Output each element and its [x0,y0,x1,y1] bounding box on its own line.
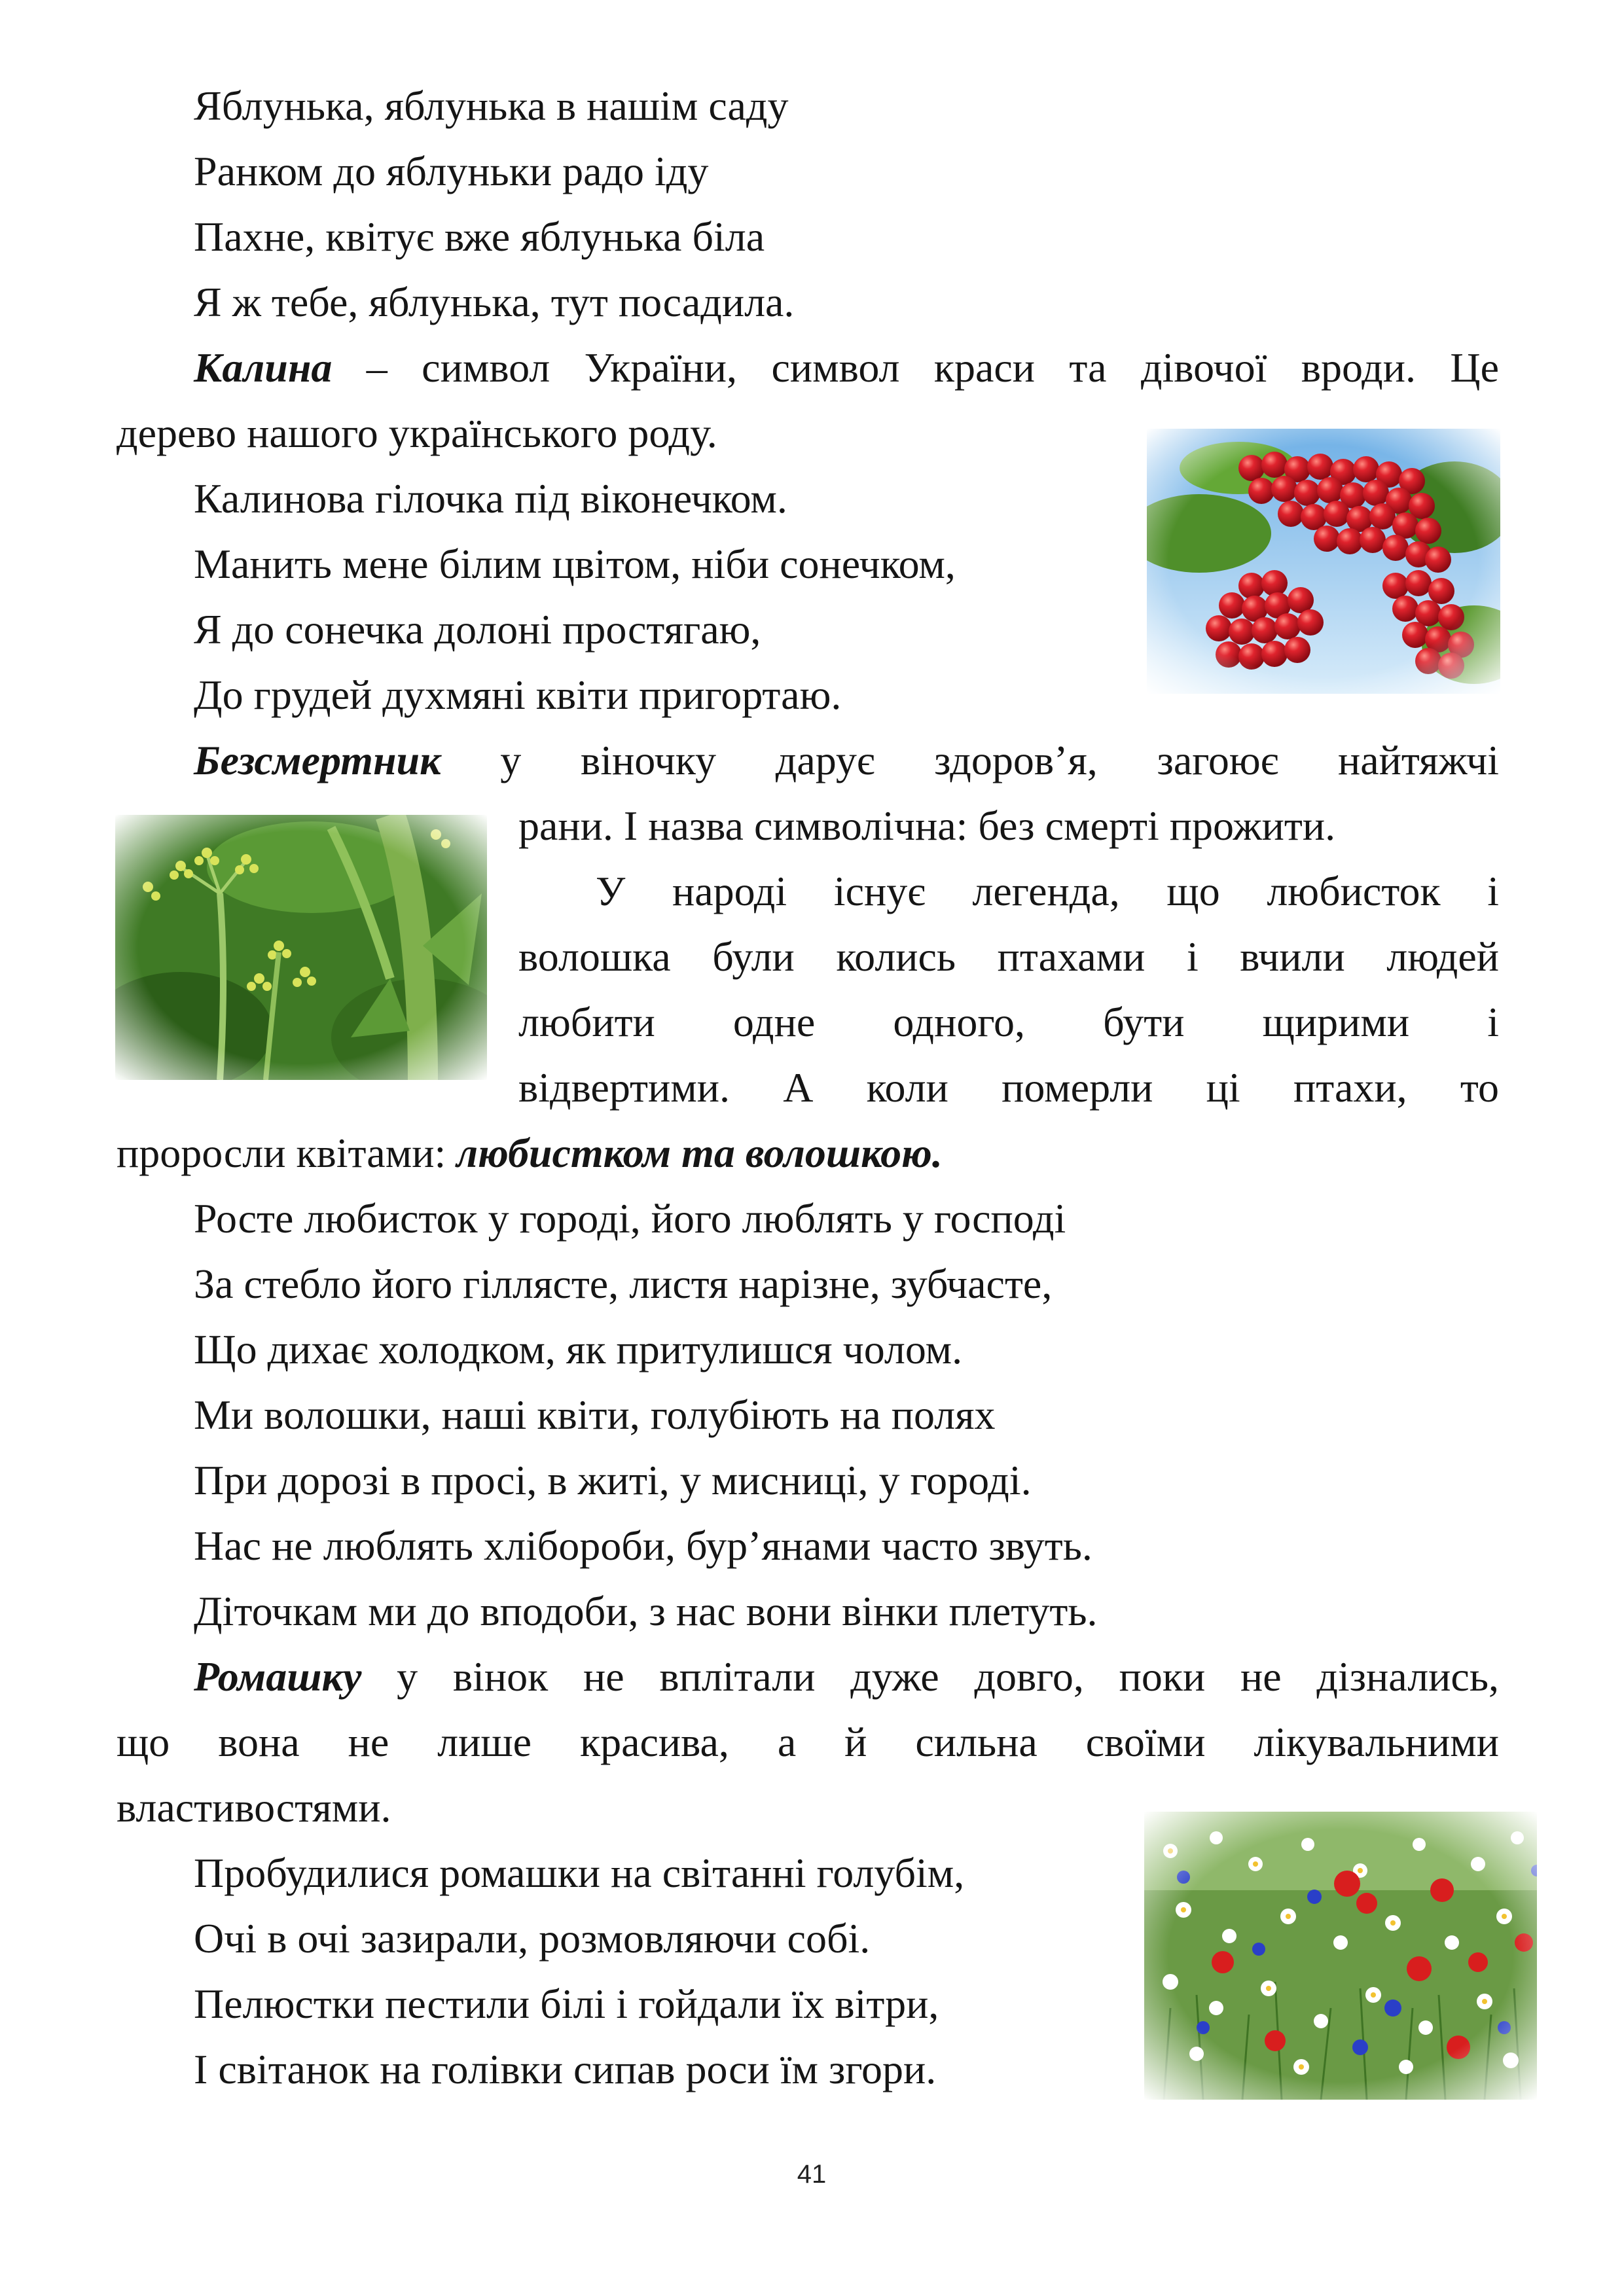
poem-line: Пробудилися ромашки на світанні голубім, [194,1850,965,1896]
poem-line: Пахне, квітує вже яблунька біла [194,213,765,260]
legend-paragraph-line: відвертими. А коли померли ці птахи, то [518,1064,1499,1111]
romashka-paragraph-line: властивостями. [117,1784,391,1831]
poem-line: Калинова гілочка під віконечком. [194,475,787,522]
poem-line: Росте любисток у городі, його люблять у господі [194,1195,1066,1242]
poem-line: Діточкам ми до вподоби, з нас вони вінки плетуть. [194,1588,1098,1634]
romashka-paragraph-line [194,1644,1499,1710]
bezsmertnyk-text: у віночку дарує здоров’я, загоює найтяжчі [500,737,1499,783]
kalyna-text: – символ України, символ краси та дівочої вроди. Це [332,344,1499,391]
romashka-term: Ромашку [194,1653,362,1700]
kalyna-paragraph-line [194,335,1499,401]
poem-line: Нас не люблять хлібороби, бур’янами часто звуть. [194,1522,1092,1569]
legend-paragraph-line: волошка були колись птахами і вчили людей [518,933,1499,980]
romashka-text: у вінок не вплітали дуже довго, поки не дізнались, [361,1653,1499,1700]
poem-line: До грудей духмяні квіти пригортаю. [194,672,842,718]
poem-line: Пелюстки пестили білі і гойдали їх вітри, [194,1981,939,2027]
poem-line: Ми волошки, наші квіти, голубіють на полях [194,1391,996,1438]
romashka-paragraph-line: що вона не лише красива, а й сильна своїми лікувальними [117,1719,1499,1765]
poem-line: Яблунька, яблунька в нашім саду [194,82,789,129]
kalyna-paragraph-line: дерево нашого українського роду. [117,410,717,456]
legend-paragraph-line: любити одне одного, бути щирими і [518,999,1499,1045]
poem-line: При дорозі в просі, в житі, у мисниці, у городі. [194,1457,1032,1503]
viburnum-berries-image [1147,429,1500,694]
poem-line: І світанок на голівки сипав роси їм згори. [194,2046,937,2092]
poem-line: Що дихає холодком, як притулишся чолом. [194,1326,963,1372]
legend-emphasis: любистком та волошкою. [456,1130,943,1176]
poem-line: Очі в очі зазирали, розмовляючи собі. [194,1915,871,1962]
legend-paragraph-line [117,1121,943,1186]
kalyna-term: Калина [194,344,333,391]
page-number: 41 [797,2160,827,2189]
poem-line: Манить мене білим цвітом, ніби сонечком, [194,541,956,587]
poem-line: За стебло його гіллясте, листя нарізне, зубчасте, [194,1261,1053,1307]
lovage-plant-image [115,815,487,1080]
bezsmertnyk-term: Безсмертник [194,737,441,783]
wildflower-meadow-image [1144,1812,1537,2100]
legend-paragraph-line: У народі існує легенда, що любисток і [596,868,1499,914]
poem-line: Я ж тебе, яблунька, тут посадила. [194,279,795,325]
bezsmertnyk-paragraph-line [194,728,1499,793]
bezsmertnyk-paragraph-line: рани. І назва символічна: без смерті прожити. [518,802,1336,849]
poem-line: Ранком до яблуньки радо іду [194,148,709,194]
legend-text: проросли квітами: [117,1130,457,1176]
poem-line: Я до сонечка долоні простягаю, [194,606,761,653]
